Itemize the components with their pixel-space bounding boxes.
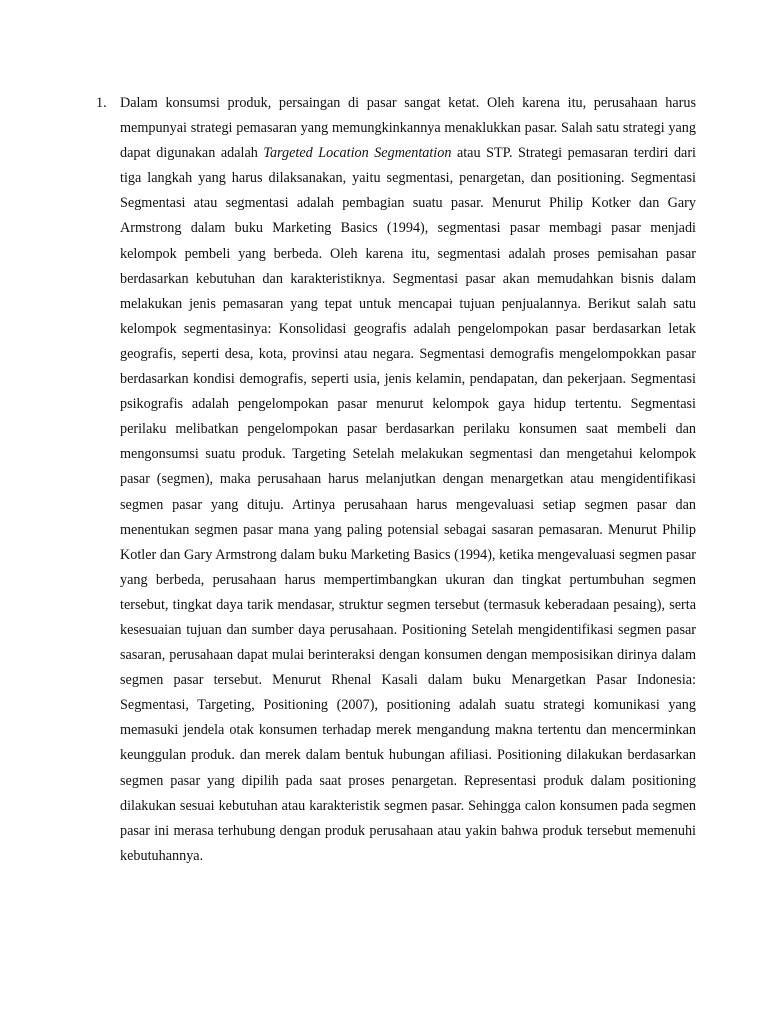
paragraph-text: [120, 95, 696, 864]
list-marker: 1.: [96, 95, 107, 111]
paragraph-text-part-1: Dalam konsumsi produk, persaingan di pasar sangat ketat. Oleh karena itu, perusahaan harus mempunyai strategi pemasaran yang memungkinkannya menaklukkan pasar. Salah satu strategi yang dapat digunakan adalah: [120, 95, 696, 162]
italic-term: Targeted Location Segmentation: [263, 145, 452, 162]
paragraph-text-part-2: atau STP. Strategi pemasaran terdiri dari tiga langkah yang harus dilaksanakan, yaitu segmentasi, penargetan, dan positioning. Segmentasi Segmentasi atau segmentasi adalah pembagian suatu pasar. Menurut Philip Kotker dan Gary Armstrong dalam buku Marketing Basics (1994), segmentasi pasar membagi pasar menjadi kelompok pembeli yang berbeda. Oleh karena itu, segmentasi adalah proses pemisahan pasar berdasarkan kebutuhan dan karakteristiknya. Segmentasi pasar akan memudahkan bisnis dalam melakukan jenis pemasaran yang tepat untuk mencapai tujuan penjualannya. Berikut salah satu kelompok segmentasinya: Konsolidasi geografis adalah pengelompokan pasar berdasarkan letak geografis, seperti desa, kota, provinsi atau negara. Segmentasi demografis mengelompokkan pasar berdasarkan kondisi demografis, seperti usia, jenis kelamin, pendapatan, dan pekerjaan. Segmentasi psikografis adalah pengelompokan pasar menurut kelompok gaya hidup tertentu. Segmentasi perilaku melibatkan pengelompokan pasar berdasarkan perilaku konsumen saat membeli dan mengonsumsi suatu produk. Targeting Setelah melakukan segmentasi dan mengetahui kelompok pasar (segmen), maka perusahaan harus melanjutkan dengan menargetkan atau mengidentifikasi segmen pasar yang dituju. Artinya perusahaan harus mengevaluasi setiap segmen pasar dan menentukan segmen pasar mana yang paling potensial sebagai sasaran pemasaran. Menurut Philip Kotler dan Gary Armstrong dalam buku Marketing Basics (1994), ketika mengevaluasi segmen pasar yang berbeda, perusahaan harus mempertimbangkan ukuran dan tingkat pertumbuhan segmen tersebut, tingkat daya tarik mendasar, struktur segmen tersebut (termasuk keberadaan pesaing), serta kesesuaian tujuan dan sumber daya perusahaan. Positioning Setelah mengidentifikasi segmen pasar sasaran, perusahaan dapat mulai berinteraksi dengan konsumen dengan memposisikan dirinya dalam segmen pasar tersebut. Menurut Rhenal Kasali dalam buku Menargetkan Pasar Indonesia: Segmentasi, Targeting, Positioning (2007), positioning adalah suatu strategi komunikasi yang memasuki jendela otak konsumen terhadap merek mengandung makna tertentu dan mencerminkan keunggulan produk. dan merek dalam bentuk hubungan afiliasi. Positioning dilakukan berdasarkan segmen pasar yang dipilih pada saat proses penargetan. Representasi produk dalam positioning dilakukan sesuai kebutuhan atau karakteristik segmen pasar. Sehingga calon konsumen pada segmen pasar ini merasa terhubung dengan produk perusahaan atau yakin bahwa produk tersebut memenuhi kebutuhannya.: [120, 145, 697, 864]
numbered-list: [96, 91, 696, 869]
list-item: [96, 91, 696, 869]
